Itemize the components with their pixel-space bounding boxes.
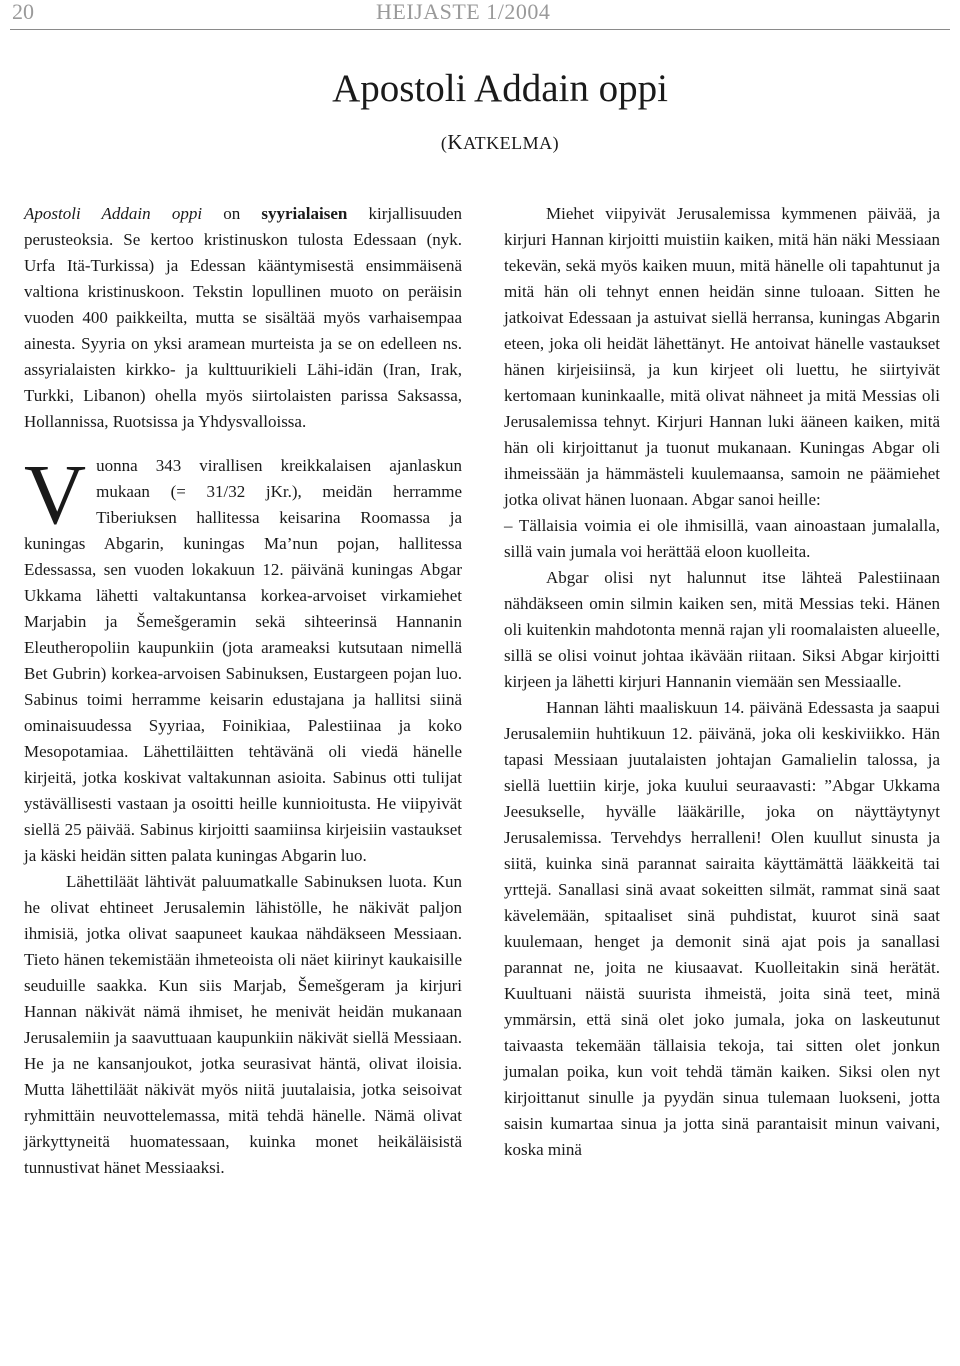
right-column [504,201,940,1163]
magazine-issue: HEIJASTE 1/2004 [376,0,551,24]
body-paragraph: Hannan lähti maaliskuun 14. päivänä Edessasta ja saapui Jerusalemiin huhtikuun 12. päivänä, joka oli keskiviikko. Hän tapasi Messiaan juutalaisten johtajan Gamalielin talossa, ja siellä luettiin kirje, joka kuului seuraavasti: ”Abgar Ukkama Jeesukselle, hyvälle lääkärille, joka on näyttäytynyt Jerusalemissa. Tervehdys herralleni! Olen kuullut sinusta ja siitä, kuinka sinä parannat sairaita käyttämättä lääkkeitä tai yrttejä. Sanallasi sinä avaat sokeitten silmät, rammat sinä saat kävelemään, spitaaliset sinä puhdistat, kuurot sinä saat kuulemaan, henget ja demonit sinä ajat pois ja sanallasi parannat ne, joita ne kiusaavat. Kuolleitakin sinä herätät. Kuultuani näistä suurista ihmeistä, joita sinä teet, minä ymmärsin, että sinä olet joko jumala, joka on laskeutunut taivaasta tekemään tällaisia tekoja, tai sitten olet jonkun jumalan poika, kun voit tehdä tämän kaiken. Siksi olen nyt kirjoittanut sinulle ja pyydän sinua tulemaan luokseni, jotta saisin kumartaa sinua ja jotta sinä parantaisit minun vaivani, koska minä [504,698,940,1159]
body-paragraph: Miehet viipyivät Jerusalemissa kymmenen päivää, ja kirjuri Hannan kirjoitti muistiin kaiken, mitä hän näki Messiaan tekevän, sekä myös kaiken muun, mitä hänelle oli tapahtunut ja mitä hän oli tehnyt ennen heidän sinne tuloaan. Sitten he jatkoivat Edessaan ja astuivat siellä herransa, kuningas Abgarin eteen, joka oli heidät lähettänyt. He antoivat hänelle vastaukset hänen kirjeisiinsä, ja kun kirjeet oli luettu, he siirtyivät kertomaan kuninkaalle, mitä olivat nähneet ja mitä Messias oli Jerusalemissa tehnyt. Kirjuri Hannan luki ääneen kaiken, mitä hän oli kirjoittanut ja tuonut mukanaan. Kuningas Abgar oli ihmeissään ja hämmästeli kuulemaansa, samoin ne päämiehet jotka olivat hänen luonaan. Abgar sanoi heille: [504,204,940,509]
article-title: Apostoli Addain oppi [332,67,668,110]
drop-cap: V [24,446,87,542]
body-paragraph: Lähettiläät lähtivät paluumatkalle Sabinuksen luota. Kun he olivat ehtineet Jerusalemin lähistölle, he näkivät paljon ihmisiä, jotka olivat saapuneet kaukaa nähdäkseen Messiaan. Tieto hänen tekemistään ihmeteoista oli näet kiirinyt kaukaisille seuduille saakka. Kun siis Marjab, Šemešgeram ja kirjuri Hannan näkivät nämä ihmiset, he menivät heidän mukanaan Jerusalemiin ja saavuttuaan kaupunkiin näkivät siellä Messiaan. He ja ne kansanjoukot, jotka seurasivat häntä, olivat iloisia. Mutta lähettiläät näkivät myös niitä juutalaisia, jotka seisoivat ryhmittäin neuvottelemassa, mitä tehdä hänelle. Nämä olivat järkyttyneitä huomatessaan, kuinka monet heikäläisistä tunnustivat hänet Messiaaksi. [24,872,462,1177]
article-subtitle: (KATKELMA) [440,130,560,154]
page-header [0,0,960,30]
page-number: 20 [12,0,34,24]
left-column [24,201,462,1181]
body-paragraph: Abgar olisi nyt halunnut itse lähteä Palestiinaan nähdäkseen omin silmin kaiken sen, mitä Messias teki. Hänen oli kuitenkin mahdotonta mennä rajan yli roomalaisten alueelle, sillä se olisi voinut johtaa ikävään riitaan. Siksi Abgar kirjoitti kirjeen ja lähetti kirjuri Hannanin viemään sen Messiaalle. [504,568,940,691]
body-paragraph: Vuonna 343 virallisen kreikkalaisen ajanlaskun mukaan (= 31/32 jKr.), meidän herramme Tiberiuksen hallitessa keisarina Roomassa ja kuningas Abgarin, kuningas Ma’nun pojan, hallitessa Edessassa, sen vuoden lokakuun 12. päivänä kuningas Abgar Ukkama lähetti valtakuntansa korkea-arvoiset virkamiehet Marjabin ja Šemešgeramin sekä sihteerinsä Hannanin Eleutheropoliin kaupunkiin (jota arameaksi kutsutaan nimellä Bet Gubrin) korkea-arvoisen Sabinuksen, Eustargeen pojan luo. Sabinus toimi herramme keisarin edustajana ja hallitsi siinä ominaisuudessa Syyriaa, Foinikiaa, Palestiinaa ja koko Mesopotamiaa. Lähettiläitten tehtävänä oli viedä hänelle kirjeitä, jotka koskivat valtakunnan asioita. Sabinus otti tulijat ystävällisesti vastaan ja osoitti heille kunnioitusta. He viipyivät siellä 25 päivää. Sabinus kirjoitti saamiinsa kirjeisiin vastaukset ja käski heidän sitten palata kuningas Abgarin luo. [24,446,462,865]
quote-paragraph: – Tällaisia voimia ei ole ihmisillä, vaan ainoastaan jumalalla, sillä vain jumala voi herättää eloon kuolleita. [504,516,940,561]
intro-paragraph: Apostoli Addain oppi on syyrialaisen kirjallisuuden perusteoksia. Se kertoo kristinuskon tulosta Edessaan (nyk. Urfa Itä-Turkissa) ja Edessan kääntymisestä ensimmäisenä valtiona kristinuskoon. Tekstin lopullinen muoto on peräisin vuoden 400 paikkeilta, mutta se sisältää myös varhaisempaa ainesta. Syyria on yksi aramean murteista ja se on edelleen ns. assyrialaisten kirkko- ja kulttuurikieli Lähi-idän (Iran, Irak, Turkki, Libanon) ohella myös siirtolaisten parissa Saksassa, Hollannissa, Ruotsissa ja Yhdysvalloissa. [24,204,462,431]
header-rule [10,29,950,30]
